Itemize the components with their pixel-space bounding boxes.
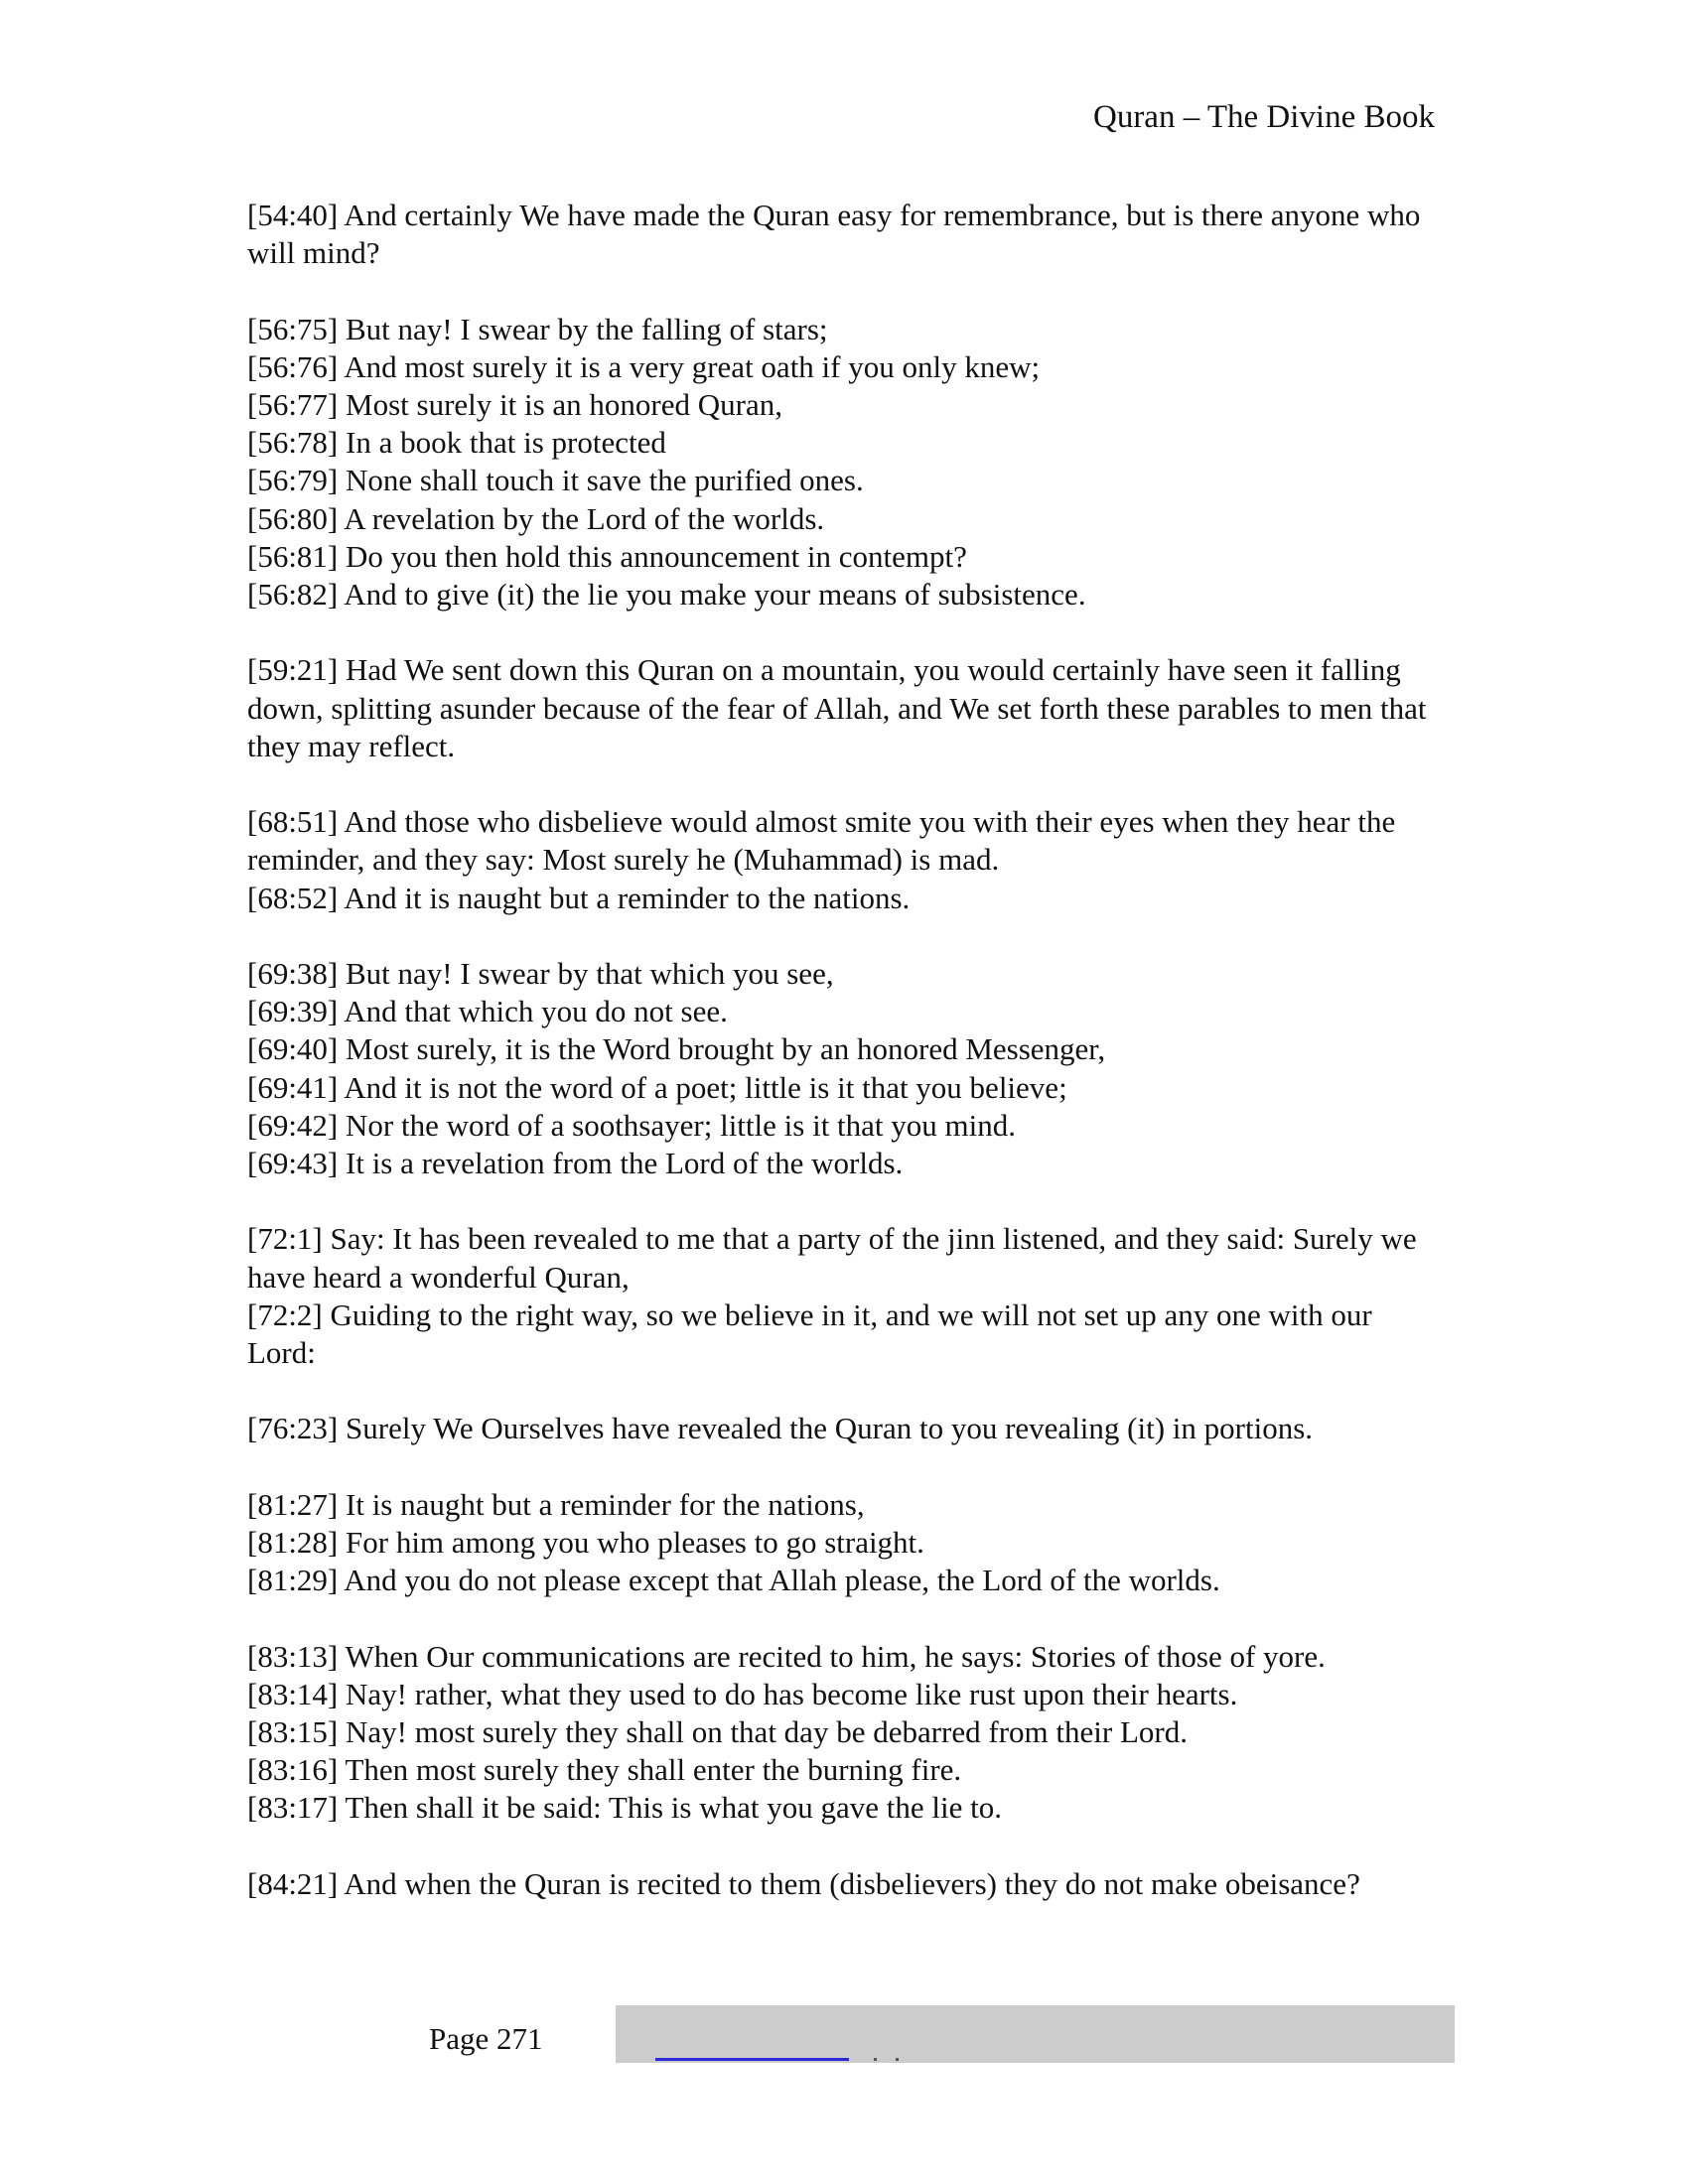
- verse: [68:51] And those who disbelieve would almost smite you with their eyes when they hear the reminder, and they say: Most surely he (Muhammad) is mad.: [247, 804, 1396, 878]
- running-header: Quran – The Divine Book: [1092, 99, 1435, 135]
- footer-link-underline[interactable]: [655, 2058, 849, 2061]
- footer-bar: [616, 2005, 1455, 2063]
- verse-group: [247, 955, 1439, 1182]
- verse: [84:21] And when the Quran is recited to them (disbelievers) they do not make obeisance?: [247, 1865, 1360, 1901]
- verse: [56:80] A revelation by the Lord of the worlds.: [247, 500, 825, 536]
- verse: [69:41] And it is not the word of a poet; little is it that you believe;: [247, 1069, 1067, 1105]
- verse: [81:29] And you do not please except that Allah please, the Lord of the worlds.: [247, 1563, 1220, 1598]
- verse-group: [247, 1865, 1439, 1903]
- verse: [72:1] Say: It has been revealed to me that a party of the jinn listened, and they said: Surely we have heard a wonderful Quran,: [247, 1221, 1417, 1295]
- verse-group: [247, 1638, 1439, 1828]
- verse-group: [247, 197, 1439, 272]
- verse: [54:40] And certainly We have made the Quran easy for remembrance, but is there anyone who will mind?: [247, 198, 1421, 271]
- verse-group: [247, 1410, 1439, 1447]
- verse: [81:28] For him among you who pleases to go straight.: [247, 1525, 924, 1560]
- verse: [69:42] Nor the word of a soothsayer; little is it that you mind.: [247, 1107, 1017, 1143]
- verse: [56:82] And to give (it) the lie you make your means of subsistence.: [247, 577, 1086, 613]
- verse: [56:81] Do you then hold this announcement in contempt?: [247, 538, 967, 574]
- verse: [69:40] Most surely, it is the Word brought by an honored Messenger,: [247, 1031, 1106, 1067]
- footer-dot: [874, 2058, 877, 2061]
- verse: [83:17] Then shall it be said: This is what you gave the lie to.: [247, 1790, 1002, 1826]
- verse: [56:77] Most surely it is an honored Quran,: [247, 387, 782, 422]
- verse: [83:13] When Our communications are recited to him, he says: Stories of those of yore.: [247, 1638, 1326, 1674]
- verse: [69:39] And that which you do not see.: [247, 994, 728, 1029]
- verse: [69:43] It is a revelation from the Lord of the worlds.: [247, 1146, 904, 1181]
- page-number: Page 271: [429, 2021, 543, 2056]
- verse: [72:2] Guiding to the right way, so we believe in it, and we will not set up any one with our Lord:: [247, 1297, 1372, 1371]
- verse: [83:15] Nay! most surely they shall on that day be debarred from their Lord.: [247, 1714, 1188, 1749]
- verse-group: [247, 803, 1439, 917]
- verse: [59:21] Had We sent down this Quran on a mountain, you would certainly have seen it falling down, splitting asunder because of the fear of Allah, and We set forth these parables to men that they may reflect.: [247, 652, 1427, 763]
- verse: [81:27] It is naught but a reminder for the nations,: [247, 1486, 865, 1522]
- footer-dot: [896, 2058, 899, 2061]
- page-footer: [0, 2005, 1688, 2065]
- verse: [56:76] And most surely it is a very great oath if you only knew;: [247, 348, 1041, 384]
- verse-group: [247, 651, 1439, 765]
- verse: [83:16] Then most surely they shall enter the burning fire.: [247, 1752, 962, 1788]
- verse: [69:38] But nay! I swear by that which you see,: [247, 956, 834, 991]
- verse: [68:52] And it is naught but a reminder to the nations.: [247, 880, 911, 915]
- verse: [56:78] In a book that is protected: [247, 425, 666, 461]
- verse-group: [247, 1220, 1439, 1372]
- verse: [76:23] Surely We Ourselves have revealed the Quran to you revealing (it) in portions.: [247, 1411, 1314, 1446]
- verse-group: [247, 311, 1439, 614]
- verse: [56:75] But nay! I swear by the falling of stars;: [247, 311, 828, 346]
- verse: [83:14] Nay! rather, what they used to do has become like rust upon their hearts.: [247, 1676, 1238, 1711]
- document-body: [247, 197, 1439, 1941]
- verse: [56:79] None shall touch it save the purified ones.: [247, 463, 864, 498]
- verse-group: [247, 1486, 1439, 1600]
